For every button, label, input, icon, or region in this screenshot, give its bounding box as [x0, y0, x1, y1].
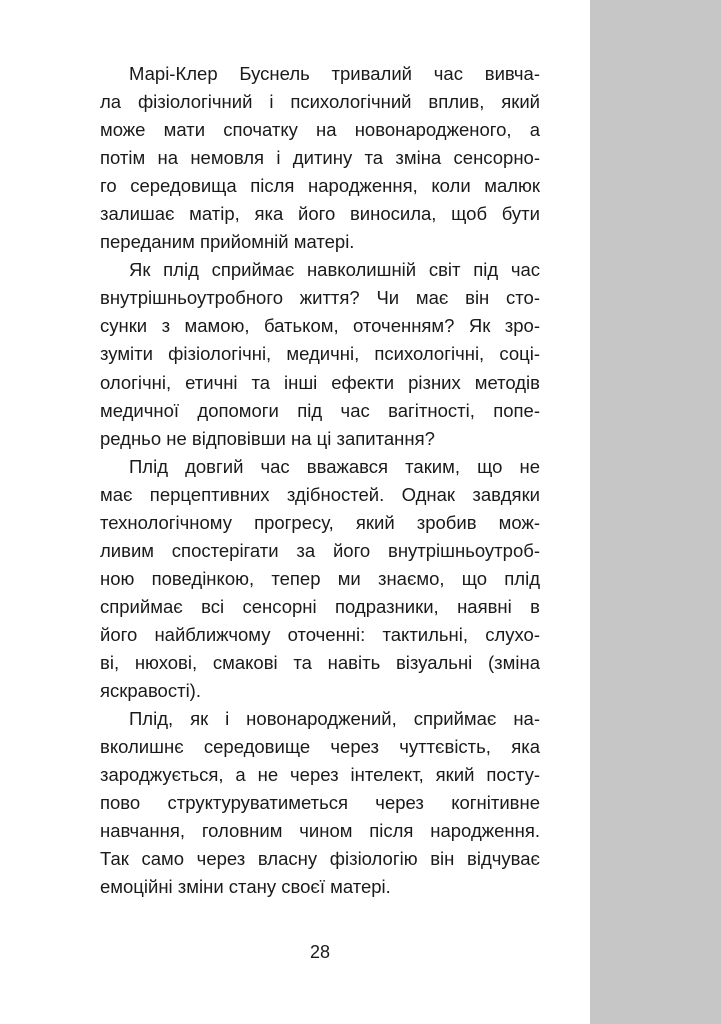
text-line: яскравості).	[100, 680, 201, 702]
paragraph-2	[100, 256, 540, 452]
text-line: технологічному прогресу, який зробив мож-	[100, 511, 540, 533]
paragraph-4	[100, 705, 540, 901]
text-line: ві, нюхові, смакові та навіть візуальні (зміна	[100, 651, 540, 673]
text-line: залишає матір, яка його виносила, щоб бути	[100, 203, 540, 225]
text-line: його найближчому оточенні: тактильні, слухо-	[100, 623, 540, 645]
text-line: медичної допомоги під час вагітності, попе-	[100, 399, 540, 421]
text-line: Так само через власну фізіологію він відчуває	[100, 848, 540, 870]
page-number: 28	[309, 942, 331, 962]
text-line: ною поведінкою, тепер ми знаємо, що плід	[100, 567, 540, 589]
text-line: потім на немовля і дитину та зміна сенсорно-	[100, 147, 540, 169]
text-line: го середовища після народження, коли малюк	[100, 175, 540, 197]
text-line: Плід, як і новонароджений, сприймає на-	[129, 708, 540, 730]
text-line: навчання, головним чином після народження.	[100, 820, 540, 842]
text-line: Марі-Клер Буснель тривалий час вивча-	[129, 63, 540, 84]
body-text	[100, 60, 540, 901]
text-line: ла фізіологічний і психологічний вплив, який	[100, 91, 540, 113]
text-line: може мати спочатку на новонародженого, а	[100, 119, 540, 141]
gray-margin-band	[590, 0, 721, 1024]
text-line: емоційні зміни стану своєї матері.	[100, 876, 391, 898]
text-line: пово структуруватиметься через когнітивне	[100, 792, 540, 814]
text-line: сприймає всі сенсорні подразники, наявні в	[100, 595, 540, 617]
text-line: Як плід сприймає навколишній світ під час	[129, 259, 540, 281]
text-line: внутрішньоутробного життя? Чи має він сто-	[100, 287, 540, 309]
text-line: ливим спостерігати за його внутрішньоутроб-	[100, 539, 540, 561]
text-line: редньо не відповівши на ці запитання?	[100, 427, 435, 449]
text-line: вколишнє середовище через чуттєвість, яка	[100, 736, 540, 758]
text-line: Плід довгий час вважався таким, що не	[129, 455, 540, 477]
text-line: ологічні, етичні та інші ефекти різних методів	[100, 371, 540, 393]
paragraph-1	[100, 60, 540, 256]
text-line: сунки з мамою, батьком, оточенням? Як зро-	[100, 315, 540, 337]
paragraph-3	[100, 453, 540, 705]
text-line: зароджується, а не через інтелект, який посту-	[100, 764, 540, 786]
text-line: має перцептивних здібностей. Однак завдяки	[100, 483, 540, 505]
text-line: зуміти фізіологічні, медичні, психологічні, соці-	[100, 343, 540, 365]
text-line: переданим прийомній матері.	[100, 231, 355, 253]
